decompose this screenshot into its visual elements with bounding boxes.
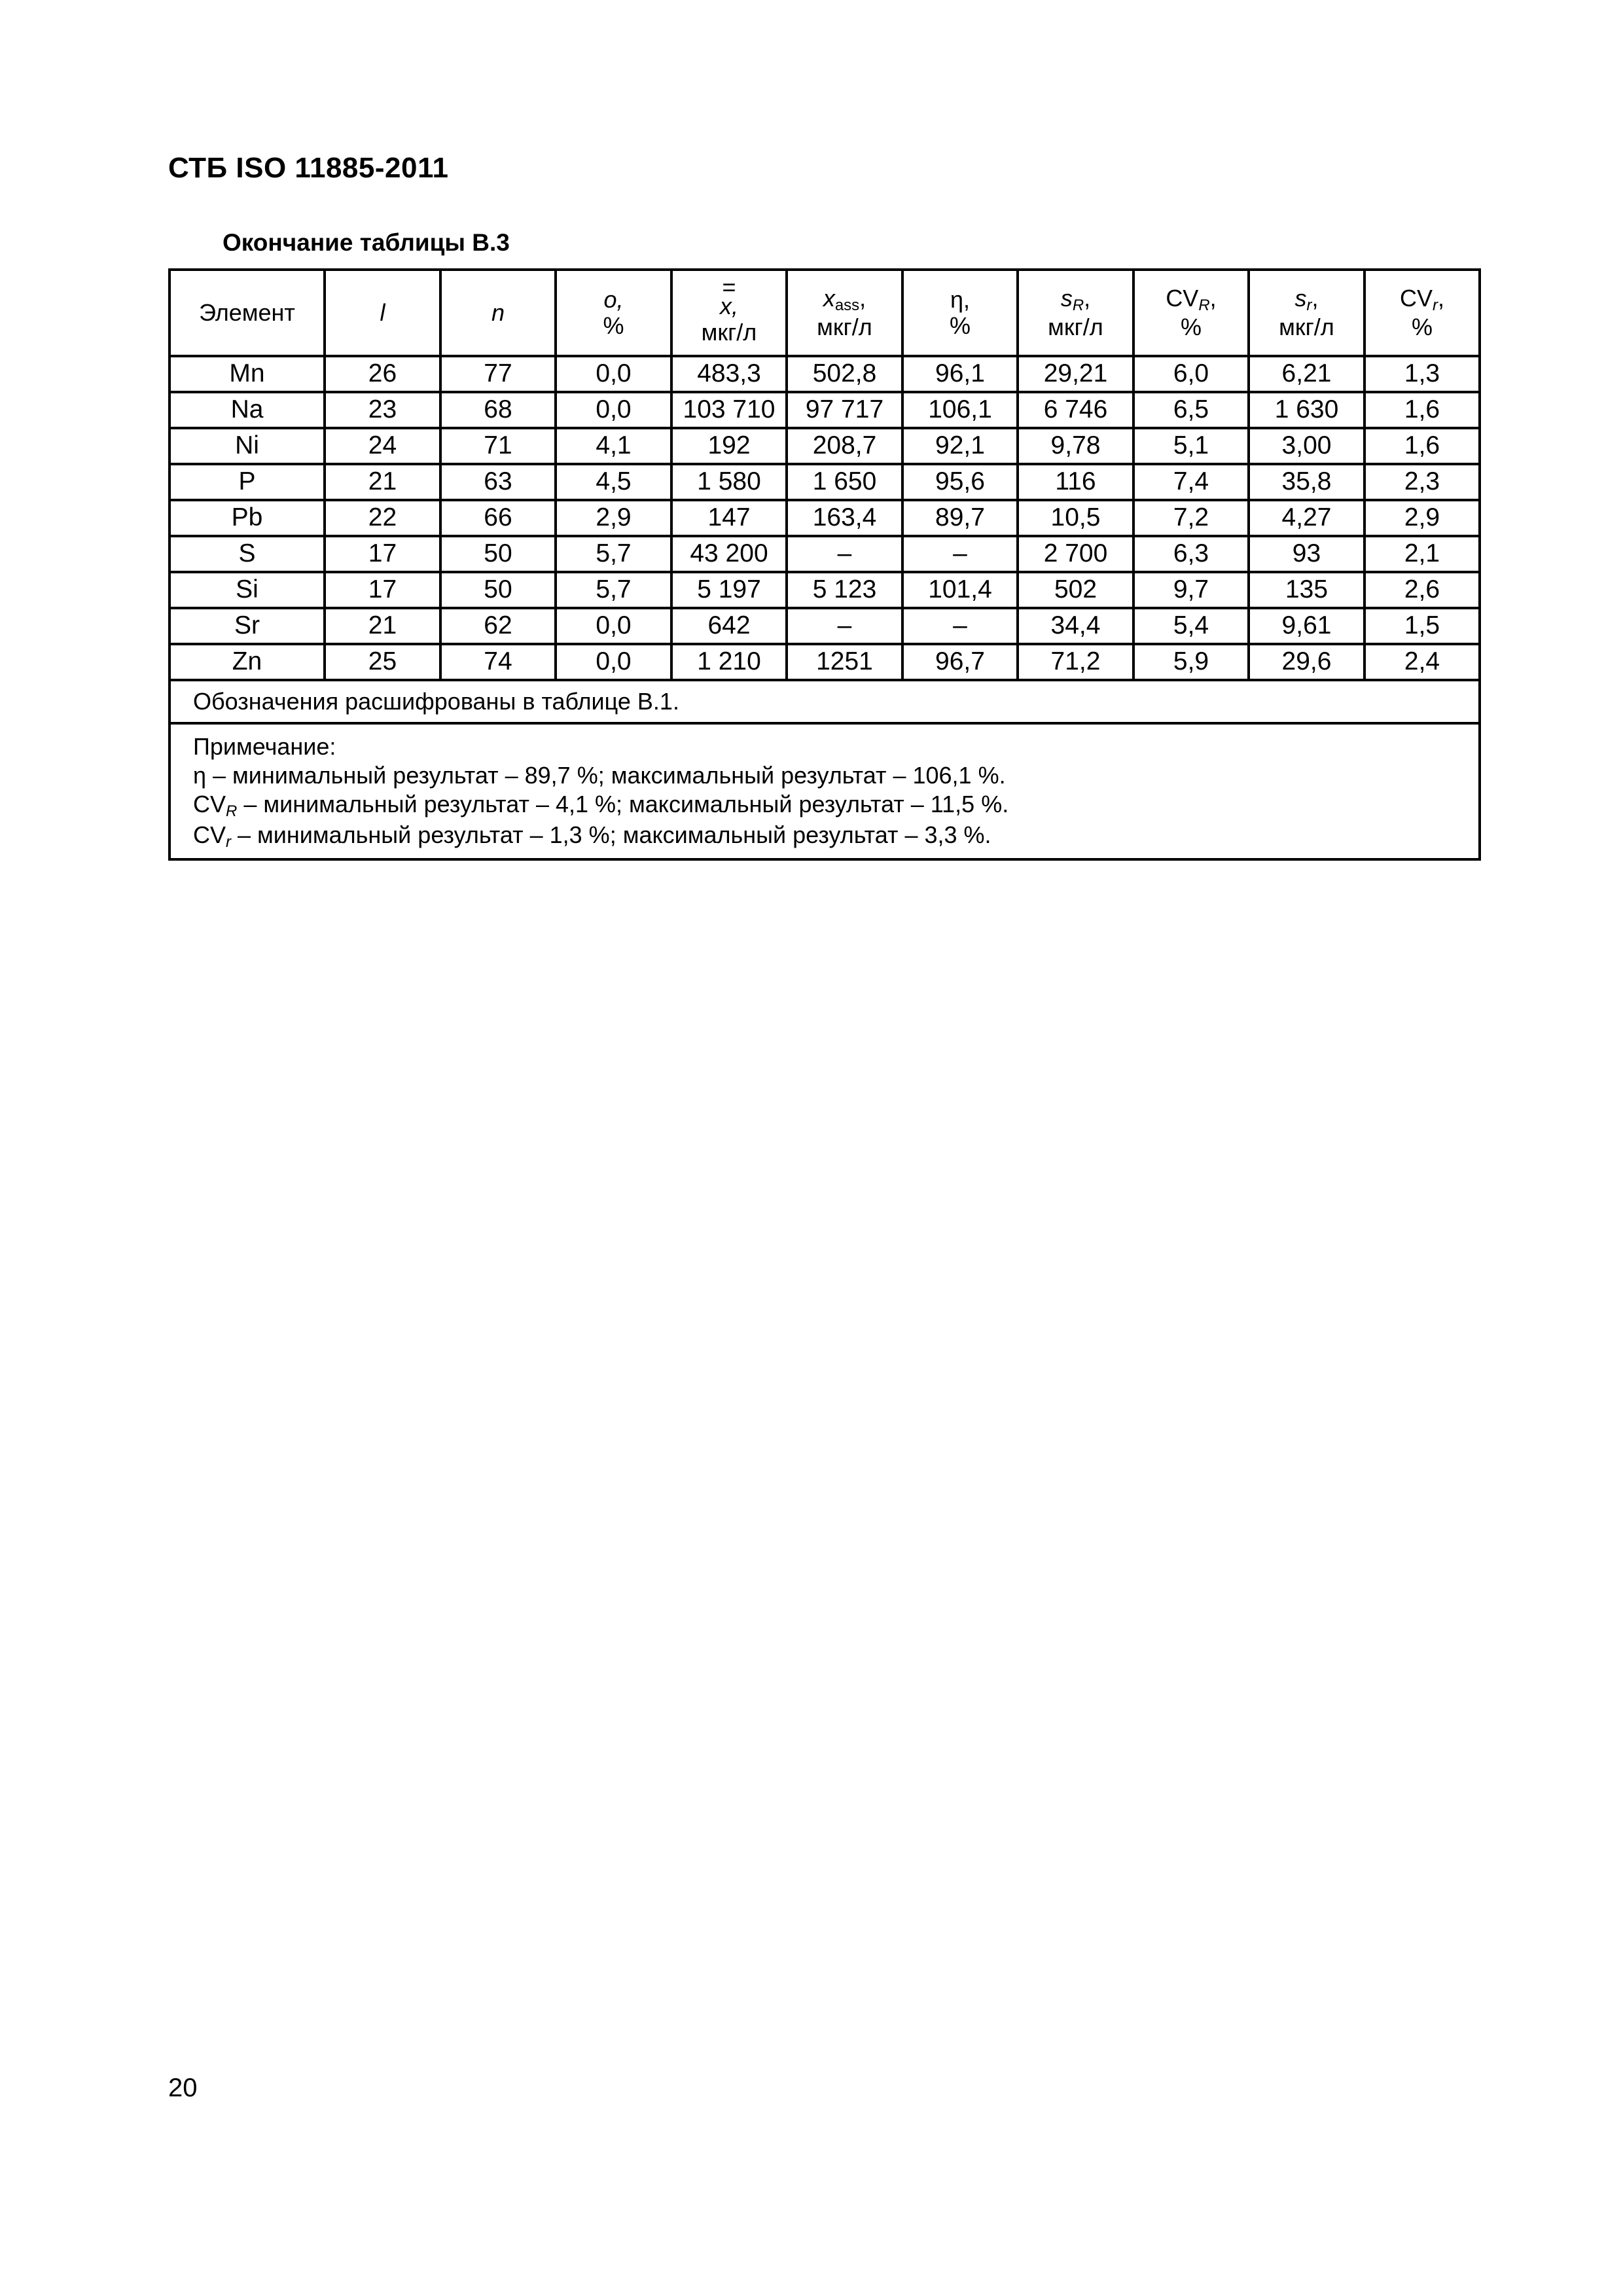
col-xass-comma: , [859, 285, 866, 312]
results-table [168, 268, 1481, 861]
note-cvr [193, 821, 1478, 852]
col-header-eta [902, 270, 1018, 356]
cell-xass: 1 650 [787, 464, 902, 500]
note-cvR-subscript: R [226, 802, 238, 820]
table-row [169, 464, 1480, 500]
cell-sr: 29,6 [1249, 644, 1364, 680]
cell-o: 0,0 [556, 608, 671, 644]
cell-l: 21 [325, 608, 440, 644]
cell-sr: 6,21 [1249, 356, 1364, 392]
cell-o: 4,5 [556, 464, 671, 500]
note-cvR-prefix: CV [193, 790, 226, 817]
col-sr-subscript: r [1306, 296, 1312, 314]
cell-eta: – [902, 536, 1018, 572]
cell-o: 2,9 [556, 500, 671, 536]
cell-CVr: 1,5 [1364, 608, 1480, 644]
cell-CVR: 6,0 [1133, 356, 1249, 392]
notes-title: Примечание: [193, 733, 336, 760]
cell-l: 21 [325, 464, 440, 500]
cell-o: 5,7 [556, 536, 671, 572]
col-sR-symbol: s [1060, 285, 1073, 312]
col-CVR-symbol: CV [1166, 285, 1199, 312]
cell-n: 50 [440, 536, 556, 572]
cell-CVr: 2,4 [1364, 644, 1480, 680]
col-CVr-comma: , [1438, 285, 1445, 312]
cell-l: 17 [325, 536, 440, 572]
cell-xass: – [787, 608, 902, 644]
cell-x-mean: 192 [671, 428, 787, 464]
cell-n: 66 [440, 500, 556, 536]
col-header-CVR [1133, 270, 1249, 356]
cell-x-mean: 1 580 [671, 464, 787, 500]
cell-sR: 6 746 [1018, 392, 1133, 428]
table-row [169, 356, 1480, 392]
col-x-symbol: x, [719, 293, 738, 320]
col-n-label: n [491, 299, 505, 327]
table-row [169, 428, 1480, 464]
cell-CVr: 2,6 [1364, 572, 1480, 608]
note-cvr-prefix: CV [193, 821, 226, 849]
cell-element: Sr [169, 608, 325, 644]
col-header-element [169, 270, 325, 356]
cell-element: S [169, 536, 325, 572]
cell-CVr: 2,9 [1364, 500, 1480, 536]
cell-CVR: 7,2 [1133, 500, 1249, 536]
cell-eta: 95,6 [902, 464, 1018, 500]
cell-xass: – [787, 536, 902, 572]
legend-text: Обозначения расшифрованы в таблице B.1. [169, 680, 1480, 723]
col-element-label: Элемент [199, 299, 295, 327]
cell-xass: 5 123 [787, 572, 902, 608]
col-header-xass [787, 270, 902, 356]
cell-eta: 96,1 [902, 356, 1018, 392]
cell-CVr: 1,6 [1364, 428, 1480, 464]
page-number: 20 [168, 2073, 198, 2102]
cell-x-mean: 103 710 [671, 392, 787, 428]
cell-element: P [169, 464, 325, 500]
cell-n: 74 [440, 644, 556, 680]
col-header-n [440, 270, 556, 356]
col-sr-symbol: s [1294, 285, 1307, 312]
col-CVR-unit: % [1180, 314, 1202, 341]
cell-element: Pb [169, 500, 325, 536]
table-row [169, 536, 1480, 572]
cell-o: 0,0 [556, 356, 671, 392]
cell-sR: 34,4 [1018, 608, 1133, 644]
cell-CVR: 6,3 [1133, 536, 1249, 572]
cell-sr: 35,8 [1249, 464, 1364, 500]
col-eta-unit: % [949, 312, 971, 339]
col-CVr-subscript: r [1433, 296, 1438, 314]
col-CVR-subscript: R [1198, 296, 1210, 314]
table-row [169, 644, 1480, 680]
col-header-sR [1018, 270, 1133, 356]
cell-CVr: 1,3 [1364, 356, 1480, 392]
cell-CVR: 7,4 [1133, 464, 1249, 500]
cell-sR: 2 700 [1018, 536, 1133, 572]
table-header [169, 270, 1480, 356]
cell-xass: 97 717 [787, 392, 902, 428]
cell-CVr: 1,6 [1364, 392, 1480, 428]
cell-eta: 101,4 [902, 572, 1018, 608]
cell-l: 22 [325, 500, 440, 536]
note-cvr-text: – минимальный результат – 1,3 %; максимальный результат – 3,3 %. [231, 821, 991, 849]
cell-n: 77 [440, 356, 556, 392]
cell-l: 26 [325, 356, 440, 392]
cell-eta: 96,7 [902, 644, 1018, 680]
cell-o: 4,1 [556, 428, 671, 464]
col-CVr-symbol: CV [1399, 285, 1433, 312]
cell-eta: 106,1 [902, 392, 1018, 428]
cell-xass: 163,4 [787, 500, 902, 536]
cell-element: Na [169, 392, 325, 428]
cell-n: 68 [440, 392, 556, 428]
cell-o: 0,0 [556, 392, 671, 428]
note-cvr-subscript: r [226, 833, 232, 852]
cell-CVR: 6,5 [1133, 392, 1249, 428]
col-eta-symbol: η, [950, 286, 971, 314]
x-double-bar: = [722, 273, 736, 300]
col-CVR-comma: , [1209, 285, 1217, 312]
cell-element: Zn [169, 644, 325, 680]
table-row [169, 572, 1480, 608]
cell-element: Mn [169, 356, 325, 392]
note-eta: η – минимальный результат – 89,7 %; максимальный результат – 106,1 %. [193, 761, 1006, 789]
cell-x-mean: 483,3 [671, 356, 787, 392]
cell-sr: 93 [1249, 536, 1364, 572]
table-body [169, 356, 1480, 859]
cell-sr: 4,27 [1249, 500, 1364, 536]
cell-l: 25 [325, 644, 440, 680]
col-header-o [556, 270, 671, 356]
col-CVr-unit: % [1411, 314, 1433, 341]
cell-sr: 1 630 [1249, 392, 1364, 428]
cell-eta: 89,7 [902, 500, 1018, 536]
col-header-l [325, 270, 440, 356]
col-xass-symbol: x [823, 285, 835, 312]
cell-CVR: 5,1 [1133, 428, 1249, 464]
table-row [169, 608, 1480, 644]
cell-x-mean: 1 210 [671, 644, 787, 680]
cell-eta: – [902, 608, 1018, 644]
document-title: СТБ ISO 11885-2011 [168, 152, 449, 184]
cell-x-mean: 5 197 [671, 572, 787, 608]
cell-n: 71 [440, 428, 556, 464]
cell-sR: 71,2 [1018, 644, 1133, 680]
cell-l: 17 [325, 572, 440, 608]
col-sr-comma: , [1311, 285, 1319, 312]
cell-CVR: 5,9 [1133, 644, 1249, 680]
cell-xass: 502,8 [787, 356, 902, 392]
cell-xass: 208,7 [787, 428, 902, 464]
legend-row [169, 680, 1480, 723]
cell-CVr: 2,1 [1364, 536, 1480, 572]
cell-sr: 135 [1249, 572, 1364, 608]
cell-l: 23 [325, 392, 440, 428]
col-x-unit: мкг/л [701, 318, 757, 346]
table-row [169, 392, 1480, 428]
cell-x-mean: 43 200 [671, 536, 787, 572]
col-header-x-mean [671, 270, 787, 356]
col-xass-unit: мкг/л [817, 314, 872, 341]
col-sr-unit: мкг/л [1279, 314, 1334, 341]
note-cvR-text: – минимальный результат – 4,1 %; максимальный результат – 11,5 %. [237, 790, 1009, 817]
cell-CVr: 2,3 [1364, 464, 1480, 500]
cell-sr: 3,00 [1249, 428, 1364, 464]
cell-o: 5,7 [556, 572, 671, 608]
cell-sR: 9,78 [1018, 428, 1133, 464]
col-header-CVr [1364, 270, 1480, 356]
col-xass-subscript: ass [834, 296, 860, 314]
table-row [169, 500, 1480, 536]
cell-CVR: 5,4 [1133, 608, 1249, 644]
cell-x-mean: 642 [671, 608, 787, 644]
col-sR-unit: мкг/л [1048, 314, 1103, 341]
cell-sR: 502 [1018, 572, 1133, 608]
cell-element: Si [169, 572, 325, 608]
cell-n: 63 [440, 464, 556, 500]
note-cvR [193, 790, 1478, 821]
cell-o: 0,0 [556, 644, 671, 680]
col-l-label: l [380, 299, 385, 327]
cell-sR: 29,21 [1018, 356, 1133, 392]
cell-sR: 116 [1018, 464, 1133, 500]
cell-n: 50 [440, 572, 556, 608]
cell-x-mean: 147 [671, 500, 787, 536]
cell-n: 62 [440, 608, 556, 644]
cell-sr: 9,61 [1249, 608, 1364, 644]
table-caption: Окончание таблицы B.3 [223, 229, 510, 256]
col-o-symbol: o, [603, 286, 624, 314]
cell-l: 24 [325, 428, 440, 464]
cell-sR: 10,5 [1018, 500, 1133, 536]
notes-row [169, 723, 1480, 859]
notes-cell [169, 723, 1480, 859]
col-sR-comma: , [1084, 285, 1091, 312]
cell-element: Ni [169, 428, 325, 464]
col-o-unit: % [603, 312, 624, 339]
cell-eta: 92,1 [902, 428, 1018, 464]
col-header-sr [1249, 270, 1364, 356]
col-sR-subscript: R [1072, 296, 1084, 314]
cell-xass: 1251 [787, 644, 902, 680]
cell-CVR: 9,7 [1133, 572, 1249, 608]
